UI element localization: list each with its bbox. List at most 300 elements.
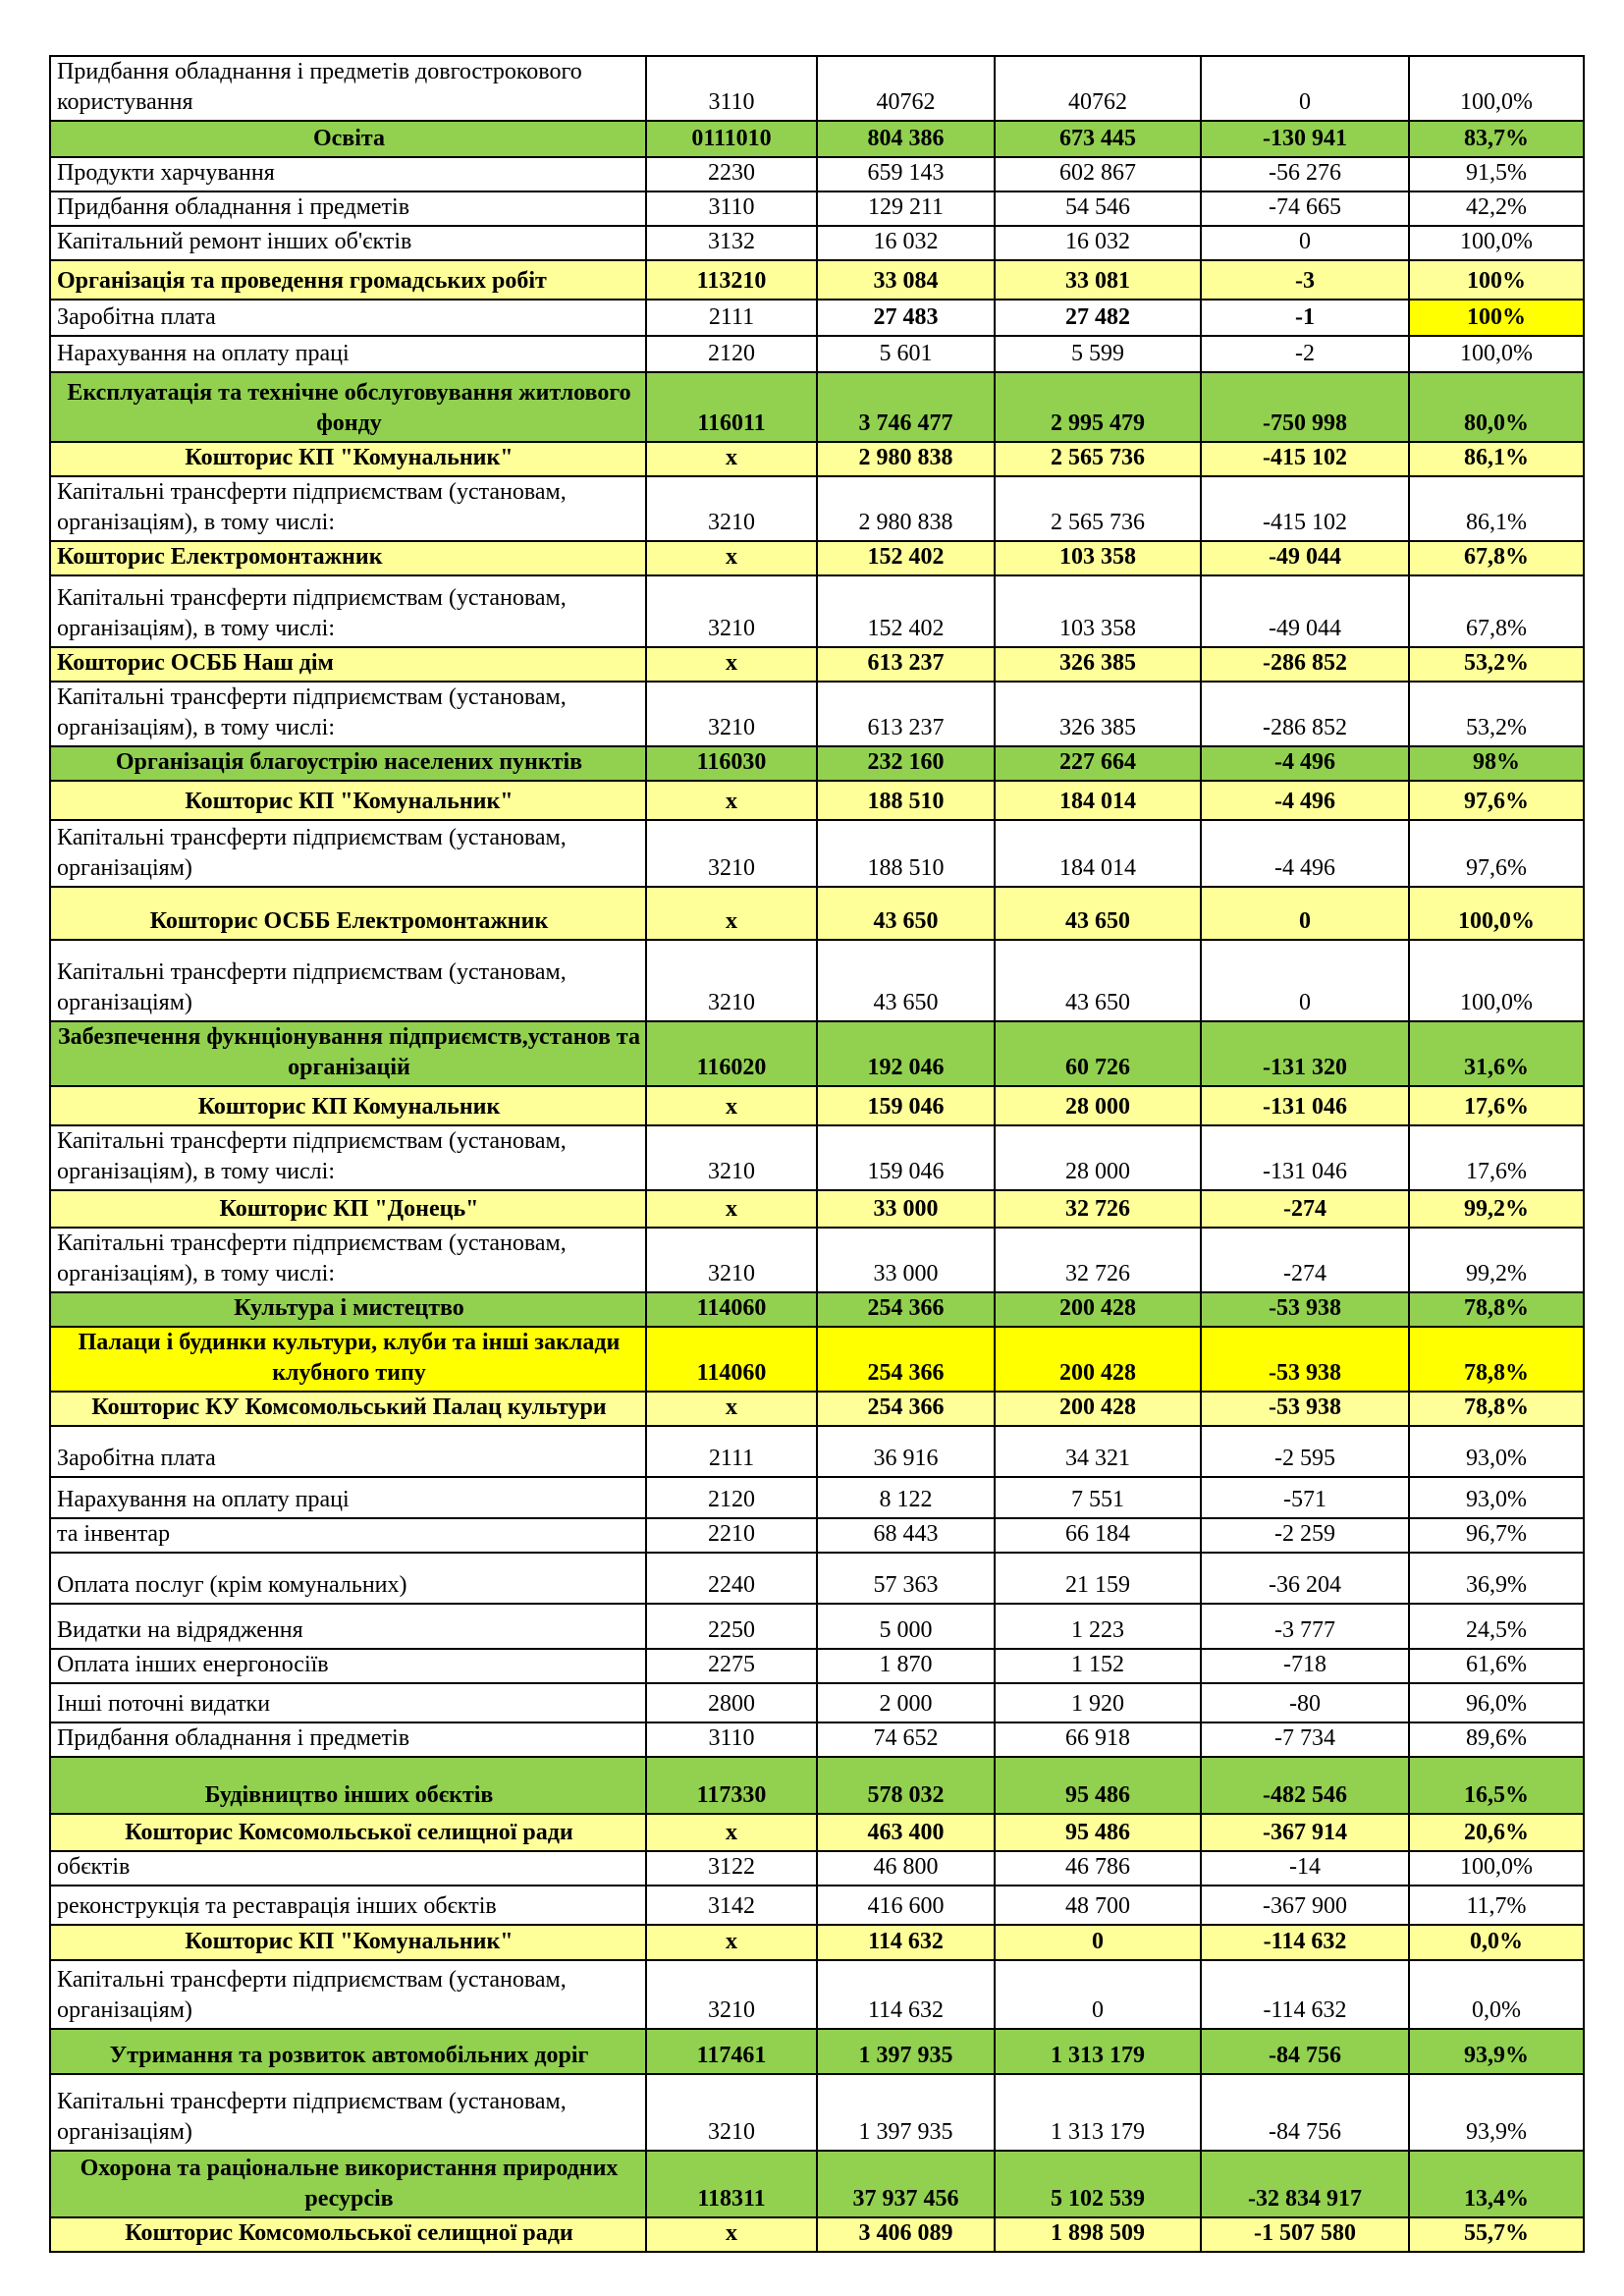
cell-deviation: -1 507 580 (1201, 2217, 1409, 2252)
cell-percent: 96,7% (1409, 1518, 1584, 1553)
cell-actual: 40762 (995, 56, 1201, 121)
cell-percent: 36,9% (1409, 1553, 1584, 1604)
cell-plan: 33 000 (817, 1228, 995, 1292)
cell-name: Придбання обладнання і предметів (50, 191, 646, 226)
cell-name: Оплата послуг (крім комунальних) (50, 1553, 646, 1604)
cell-deviation: -53 938 (1201, 1292, 1409, 1327)
cell-percent: 100,0% (1409, 226, 1584, 260)
cell-actual: 184 014 (995, 820, 1201, 887)
cell-percent: 99,2% (1409, 1228, 1584, 1292)
cell-code: 3110 (646, 56, 817, 121)
cell-percent: 100,0% (1409, 940, 1584, 1021)
cell-plan: 159 046 (817, 1086, 995, 1125)
cell-name: Інші поточні видатки (50, 1683, 646, 1722)
cell-deviation: -415 102 (1201, 476, 1409, 541)
cell-actual: 1 920 (995, 1683, 1201, 1722)
cell-name: Придбання обладнання і предметів довгострокового користування (50, 56, 646, 121)
cell-percent: 24,5% (1409, 1604, 1584, 1649)
cell-code: 3210 (646, 940, 817, 1021)
cell-name: Заробітна плата (50, 300, 646, 336)
cell-code: 114060 (646, 1292, 817, 1327)
cell-actual: 1 313 179 (995, 2074, 1201, 2151)
cell-actual: 32 726 (995, 1228, 1201, 1292)
cell-percent: 86,1% (1409, 442, 1584, 476)
cell-name: Кошторис КП "Комунальник" (50, 442, 646, 476)
table-row (50, 746, 1584, 781)
cell-name: Заробітна плата (50, 1426, 646, 1477)
cell-plan: 152 402 (817, 541, 995, 575)
cell-percent: 98% (1409, 746, 1584, 781)
table-row (50, 300, 1584, 336)
cell-actual: 1 898 509 (995, 2217, 1201, 2252)
cell-code: 2210 (646, 1518, 817, 1553)
cell-percent: 93,9% (1409, 2029, 1584, 2074)
cell-name: обєктів (50, 1851, 646, 1886)
cell-actual: 28 000 (995, 1125, 1201, 1190)
cell-actual: 200 428 (995, 1392, 1201, 1426)
table-row (50, 476, 1584, 541)
cell-deviation: -53 938 (1201, 1327, 1409, 1392)
cell-actual: 200 428 (995, 1292, 1201, 1327)
cell-name: Кошторис КП "Донець" (50, 1190, 646, 1228)
cell-name: Капітальні трансферти підприємствам (установам, організаціям) (50, 820, 646, 887)
cell-deviation: -482 546 (1201, 1757, 1409, 1814)
cell-percent: 31,6% (1409, 1021, 1584, 1086)
cell-actual: 5 102 539 (995, 2151, 1201, 2217)
cell-name: Капітальні трансферти підприємствам (установам, організаціям), в тому числі: (50, 682, 646, 746)
cell-actual: 1 313 179 (995, 2029, 1201, 2074)
table-row (50, 1292, 1584, 1327)
cell-name: реконструкція та реставрація інших обєктів (50, 1886, 646, 1925)
cell-name: та інвентар (50, 1518, 646, 1553)
cell-percent: 53,2% (1409, 647, 1584, 682)
table-row (50, 575, 1584, 647)
table-row (50, 1086, 1584, 1125)
cell-code: 116030 (646, 746, 817, 781)
cell-plan: 613 237 (817, 682, 995, 746)
cell-plan: 804 386 (817, 121, 995, 157)
cell-deviation: -2 (1201, 336, 1409, 372)
cell-percent: 61,6% (1409, 1649, 1584, 1683)
cell-name: Освіта (50, 121, 646, 157)
table-row (50, 226, 1584, 260)
cell-deviation: -114 632 (1201, 1960, 1409, 2029)
cell-code: 3122 (646, 1851, 817, 1886)
cell-deviation: -367 900 (1201, 1886, 1409, 1925)
table-row (50, 1021, 1584, 1086)
cell-deviation: -131 046 (1201, 1125, 1409, 1190)
cell-actual: 33 081 (995, 260, 1201, 300)
table-row (50, 541, 1584, 575)
cell-percent: 86,1% (1409, 476, 1584, 541)
cell-code: х (646, 2217, 817, 2252)
cell-plan: 8 122 (817, 1477, 995, 1518)
cell-plan: 46 800 (817, 1851, 995, 1886)
cell-actual: 21 159 (995, 1553, 1201, 1604)
cell-name: Капітальні трансферти підприємствам (установам, організаціям) (50, 2074, 646, 2151)
cell-actual: 54 546 (995, 191, 1201, 226)
cell-code: 3210 (646, 476, 817, 541)
cell-code: 3142 (646, 1886, 817, 1925)
cell-percent: 78,8% (1409, 1327, 1584, 1392)
cell-code: 117461 (646, 2029, 817, 2074)
cell-code: 3210 (646, 575, 817, 647)
cell-name: Капітальні трансферти підприємствам (установам, організаціям) (50, 1960, 646, 2029)
table-row (50, 940, 1584, 1021)
cell-percent: 67,8% (1409, 575, 1584, 647)
cell-actual: 227 664 (995, 746, 1201, 781)
cell-code: 2111 (646, 300, 817, 336)
table-row (50, 1125, 1584, 1190)
cell-code: 2275 (646, 1649, 817, 1683)
table-row (50, 1814, 1584, 1851)
table-row (50, 1604, 1584, 1649)
cell-plan: 659 143 (817, 157, 995, 191)
table-row (50, 1649, 1584, 1683)
cell-code: х (646, 781, 817, 820)
cell-actual: 16 032 (995, 226, 1201, 260)
cell-plan: 1 870 (817, 1649, 995, 1683)
table-row (50, 1851, 1584, 1886)
table-row (50, 2151, 1584, 2217)
table-row (50, 2029, 1584, 2074)
cell-code: 117330 (646, 1757, 817, 1814)
cell-name: Кошторис КП "Комунальник" (50, 781, 646, 820)
cell-percent: 100,0% (1409, 887, 1584, 940)
table-row (50, 1228, 1584, 1292)
table-row (50, 1190, 1584, 1228)
cell-deviation: -36 204 (1201, 1553, 1409, 1604)
cell-name: Кошторис Комсомольської селищної ради (50, 2217, 646, 2252)
cell-name: Забезпечення фукнціонування підприємств,установ та організацій (50, 1021, 646, 1086)
cell-percent: 55,7% (1409, 2217, 1584, 2252)
cell-plan: 254 366 (817, 1292, 995, 1327)
cell-code: 114060 (646, 1327, 817, 1392)
table-row (50, 1757, 1584, 1814)
cell-actual: 60 726 (995, 1021, 1201, 1086)
cell-plan: 416 600 (817, 1886, 995, 1925)
cell-name: Палаци і будинки культури, клуби та інші заклади клубного типу (50, 1327, 646, 1392)
cell-deviation: -7 734 (1201, 1722, 1409, 1757)
cell-actual: 43 650 (995, 887, 1201, 940)
cell-name: Капітальні трансферти підприємствам (установам, організаціям), в тому числі: (50, 476, 646, 541)
cell-name: Нарахування на оплату праці (50, 1477, 646, 1518)
table-row (50, 372, 1584, 442)
cell-plan: 40762 (817, 56, 995, 121)
cell-code: 3110 (646, 1722, 817, 1757)
cell-code: 3210 (646, 2074, 817, 2151)
cell-code: 2120 (646, 1477, 817, 1518)
cell-code: 116011 (646, 372, 817, 442)
cell-percent: 93,0% (1409, 1426, 1584, 1477)
cell-actual: 34 321 (995, 1426, 1201, 1477)
cell-code: х (646, 1392, 817, 1426)
cell-plan: 463 400 (817, 1814, 995, 1851)
cell-code: 2240 (646, 1553, 817, 1604)
cell-plan: 16 032 (817, 226, 995, 260)
table-row (50, 1960, 1584, 2029)
cell-deviation: -74 665 (1201, 191, 1409, 226)
cell-plan: 57 363 (817, 1553, 995, 1604)
cell-percent: 78,8% (1409, 1392, 1584, 1426)
cell-deviation: -274 (1201, 1228, 1409, 1292)
cell-percent: 99,2% (1409, 1190, 1584, 1228)
table-row (50, 191, 1584, 226)
cell-deviation: -32 834 917 (1201, 2151, 1409, 2217)
cell-deviation: -571 (1201, 1477, 1409, 1518)
cell-actual: 32 726 (995, 1190, 1201, 1228)
cell-percent: 93,0% (1409, 1477, 1584, 1518)
cell-plan: 114 632 (817, 1925, 995, 1960)
cell-percent: 17,6% (1409, 1125, 1584, 1190)
cell-percent: 78,8% (1409, 1292, 1584, 1327)
cell-deviation: 0 (1201, 940, 1409, 1021)
cell-code: 3210 (646, 682, 817, 746)
cell-code: 3210 (646, 1125, 817, 1190)
cell-percent: 91,5% (1409, 157, 1584, 191)
cell-actual: 184 014 (995, 781, 1201, 820)
table-row (50, 1327, 1584, 1392)
cell-actual: 95 486 (995, 1757, 1201, 1814)
cell-plan: 114 632 (817, 1960, 995, 2029)
cell-deviation: 0 (1201, 56, 1409, 121)
cell-percent: 0,0% (1409, 1960, 1584, 2029)
cell-actual: 103 358 (995, 575, 1201, 647)
cell-plan: 152 402 (817, 575, 995, 647)
cell-percent: 83,7% (1409, 121, 1584, 157)
cell-percent: 11,7% (1409, 1886, 1584, 1925)
cell-name: Кошторис КП Комунальник (50, 1086, 646, 1125)
cell-deviation: -1 (1201, 300, 1409, 336)
cell-code: 2800 (646, 1683, 817, 1722)
table-row (50, 887, 1584, 940)
table-row (50, 157, 1584, 191)
cell-actual: 1 152 (995, 1649, 1201, 1683)
cell-deviation: -2 259 (1201, 1518, 1409, 1553)
table-row (50, 1518, 1584, 1553)
table-row (50, 1426, 1584, 1477)
cell-code: 0111010 (646, 121, 817, 157)
cell-deviation: -4 496 (1201, 820, 1409, 887)
cell-percent: 96,0% (1409, 1683, 1584, 1722)
cell-code: х (646, 1086, 817, 1125)
table-row (50, 1683, 1584, 1722)
cell-actual: 95 486 (995, 1814, 1201, 1851)
cell-deviation: -3 777 (1201, 1604, 1409, 1649)
cell-percent: 42,2% (1409, 191, 1584, 226)
cell-percent: 16,5% (1409, 1757, 1584, 1814)
cell-percent: 20,6% (1409, 1814, 1584, 1851)
cell-actual: 48 700 (995, 1886, 1201, 1925)
cell-plan: 33 084 (817, 260, 995, 300)
cell-plan: 5 000 (817, 1604, 995, 1649)
cell-plan: 613 237 (817, 647, 995, 682)
cell-name: Культура і мистецтво (50, 1292, 646, 1327)
cell-actual: 326 385 (995, 682, 1201, 746)
cell-actual: 66 184 (995, 1518, 1201, 1553)
cell-name: Організація та проведення громадських робіт (50, 260, 646, 300)
cell-percent: 53,2% (1409, 682, 1584, 746)
table-row (50, 781, 1584, 820)
cell-percent: 17,6% (1409, 1086, 1584, 1125)
cell-actual: 5 599 (995, 336, 1201, 372)
cell-name: Капітальні трансферти підприємствам (установам, організаціям), в тому числі: (50, 1228, 646, 1292)
cell-actual: 2 565 736 (995, 442, 1201, 476)
cell-name: Утримання та розвиток автомобільних доріг (50, 2029, 646, 2074)
cell-plan: 43 650 (817, 887, 995, 940)
cell-actual: 1 223 (995, 1604, 1201, 1649)
cell-name: Нарахування на оплату праці (50, 336, 646, 372)
cell-deviation: -3 (1201, 260, 1409, 300)
table-row (50, 1886, 1584, 1925)
cell-plan: 3 406 089 (817, 2217, 995, 2252)
cell-code: х (646, 887, 817, 940)
table-row (50, 820, 1584, 887)
table-row (50, 260, 1584, 300)
cell-code: 3210 (646, 1228, 817, 1292)
cell-name: Капітальні трансферти підприємствам (установам, організаціям), в тому числі: (50, 1125, 646, 1190)
cell-code: 2230 (646, 157, 817, 191)
cell-percent: 100,0% (1409, 1851, 1584, 1886)
budget-table-body (50, 56, 1584, 2252)
cell-plan: 192 046 (817, 1021, 995, 1086)
cell-percent: 100% (1409, 300, 1584, 336)
cell-code: х (646, 1814, 817, 1851)
cell-name: Експлуатація та технічне обслуговування житлового фонду (50, 372, 646, 442)
cell-plan: 254 366 (817, 1392, 995, 1426)
cell-deviation: -4 496 (1201, 781, 1409, 820)
cell-plan: 188 510 (817, 781, 995, 820)
cell-name: Капітальні трансферти підприємствам (установам, організаціям) (50, 940, 646, 1021)
table-row (50, 1477, 1584, 1518)
cell-actual: 602 867 (995, 157, 1201, 191)
cell-name: Будівництво інших обєктів (50, 1757, 646, 1814)
cell-name: Капітальні трансферти підприємствам (установам, організаціям), в тому числі: (50, 575, 646, 647)
cell-actual: 673 445 (995, 121, 1201, 157)
table-row (50, 442, 1584, 476)
cell-deviation: -49 044 (1201, 575, 1409, 647)
cell-deviation: -750 998 (1201, 372, 1409, 442)
cell-deviation: -114 632 (1201, 1925, 1409, 1960)
cell-name: Кошторис КП "Комунальник" (50, 1925, 646, 1960)
table-row (50, 121, 1584, 157)
cell-deviation: -286 852 (1201, 647, 1409, 682)
table-row (50, 56, 1584, 121)
cell-deviation: -131 320 (1201, 1021, 1409, 1086)
cell-code: 2111 (646, 1426, 817, 1477)
cell-plan: 5 601 (817, 336, 995, 372)
cell-actual: 326 385 (995, 647, 1201, 682)
cell-code: х (646, 1190, 817, 1228)
cell-actual: 66 918 (995, 1722, 1201, 1757)
cell-deviation: -53 938 (1201, 1392, 1409, 1426)
cell-deviation: -14 (1201, 1851, 1409, 1886)
cell-code: 3210 (646, 1960, 817, 2029)
cell-deviation: -84 756 (1201, 2074, 1409, 2151)
cell-actual: 43 650 (995, 940, 1201, 1021)
cell-code: 113210 (646, 260, 817, 300)
cell-code: х (646, 442, 817, 476)
cell-code: 3110 (646, 191, 817, 226)
cell-name: Продукти харчування (50, 157, 646, 191)
cell-code: 3210 (646, 820, 817, 887)
cell-plan: 2 980 838 (817, 442, 995, 476)
cell-deviation: -4 496 (1201, 746, 1409, 781)
table-row (50, 1925, 1584, 1960)
cell-name: Кошторис Комсомольської селищної ради (50, 1814, 646, 1851)
cell-plan: 254 366 (817, 1327, 995, 1392)
cell-name: Кошторис ОСББ Електромонтажник (50, 887, 646, 940)
table-row (50, 682, 1584, 746)
cell-actual: 2 995 479 (995, 372, 1201, 442)
cell-deviation: -80 (1201, 1683, 1409, 1722)
cell-plan: 3 746 477 (817, 372, 995, 442)
cell-plan: 74 652 (817, 1722, 995, 1757)
cell-code: х (646, 647, 817, 682)
cell-deviation: -2 595 (1201, 1426, 1409, 1477)
cell-plan: 129 211 (817, 191, 995, 226)
cell-code: х (646, 541, 817, 575)
table-row (50, 1722, 1584, 1757)
cell-deviation: -130 941 (1201, 121, 1409, 157)
cell-actual: 0 (995, 1925, 1201, 1960)
cell-actual: 7 551 (995, 1477, 1201, 1518)
cell-name: Придбання обладнання і предметів (50, 1722, 646, 1757)
cell-plan: 68 443 (817, 1518, 995, 1553)
table-row (50, 647, 1584, 682)
cell-deviation: -56 276 (1201, 157, 1409, 191)
cell-plan: 1 397 935 (817, 2074, 995, 2151)
cell-actual: 200 428 (995, 1327, 1201, 1392)
cell-code: 2120 (646, 336, 817, 372)
cell-plan: 2 000 (817, 1683, 995, 1722)
cell-deviation: -718 (1201, 1649, 1409, 1683)
cell-name: Кошторис ОСББ Наш дім (50, 647, 646, 682)
cell-actual: 28 000 (995, 1086, 1201, 1125)
table-row (50, 336, 1584, 372)
cell-plan: 188 510 (817, 820, 995, 887)
cell-percent: 100,0% (1409, 56, 1584, 121)
cell-percent: 97,6% (1409, 820, 1584, 887)
cell-name: Видатки на відрядження (50, 1604, 646, 1649)
cell-percent: 97,6% (1409, 781, 1584, 820)
cell-actual: 46 786 (995, 1851, 1201, 1886)
cell-percent: 13,4% (1409, 2151, 1584, 2217)
cell-plan: 33 000 (817, 1190, 995, 1228)
cell-name: Кошторис КУ Комсомольський Палац культури (50, 1392, 646, 1426)
cell-code: 116020 (646, 1021, 817, 1086)
cell-plan: 578 032 (817, 1757, 995, 1814)
cell-deviation: -49 044 (1201, 541, 1409, 575)
cell-deviation: 0 (1201, 226, 1409, 260)
cell-plan: 27 483 (817, 300, 995, 336)
cell-code: 118311 (646, 2151, 817, 2217)
cell-plan: 232 160 (817, 746, 995, 781)
cell-deviation: -131 046 (1201, 1086, 1409, 1125)
cell-plan: 2 980 838 (817, 476, 995, 541)
cell-code: 3132 (646, 226, 817, 260)
cell-deviation: -367 914 (1201, 1814, 1409, 1851)
table-row (50, 2217, 1584, 2252)
cell-name: Оплата інших енергоносіїв (50, 1649, 646, 1683)
cell-name: Капітальний ремонт інших об'єктів (50, 226, 646, 260)
cell-plan: 37 937 456 (817, 2151, 995, 2217)
cell-actual: 2 565 736 (995, 476, 1201, 541)
cell-deviation: -84 756 (1201, 2029, 1409, 2074)
cell-code: 2250 (646, 1604, 817, 1649)
cell-plan: 1 397 935 (817, 2029, 995, 2074)
cell-percent: 0,0% (1409, 1925, 1584, 1960)
